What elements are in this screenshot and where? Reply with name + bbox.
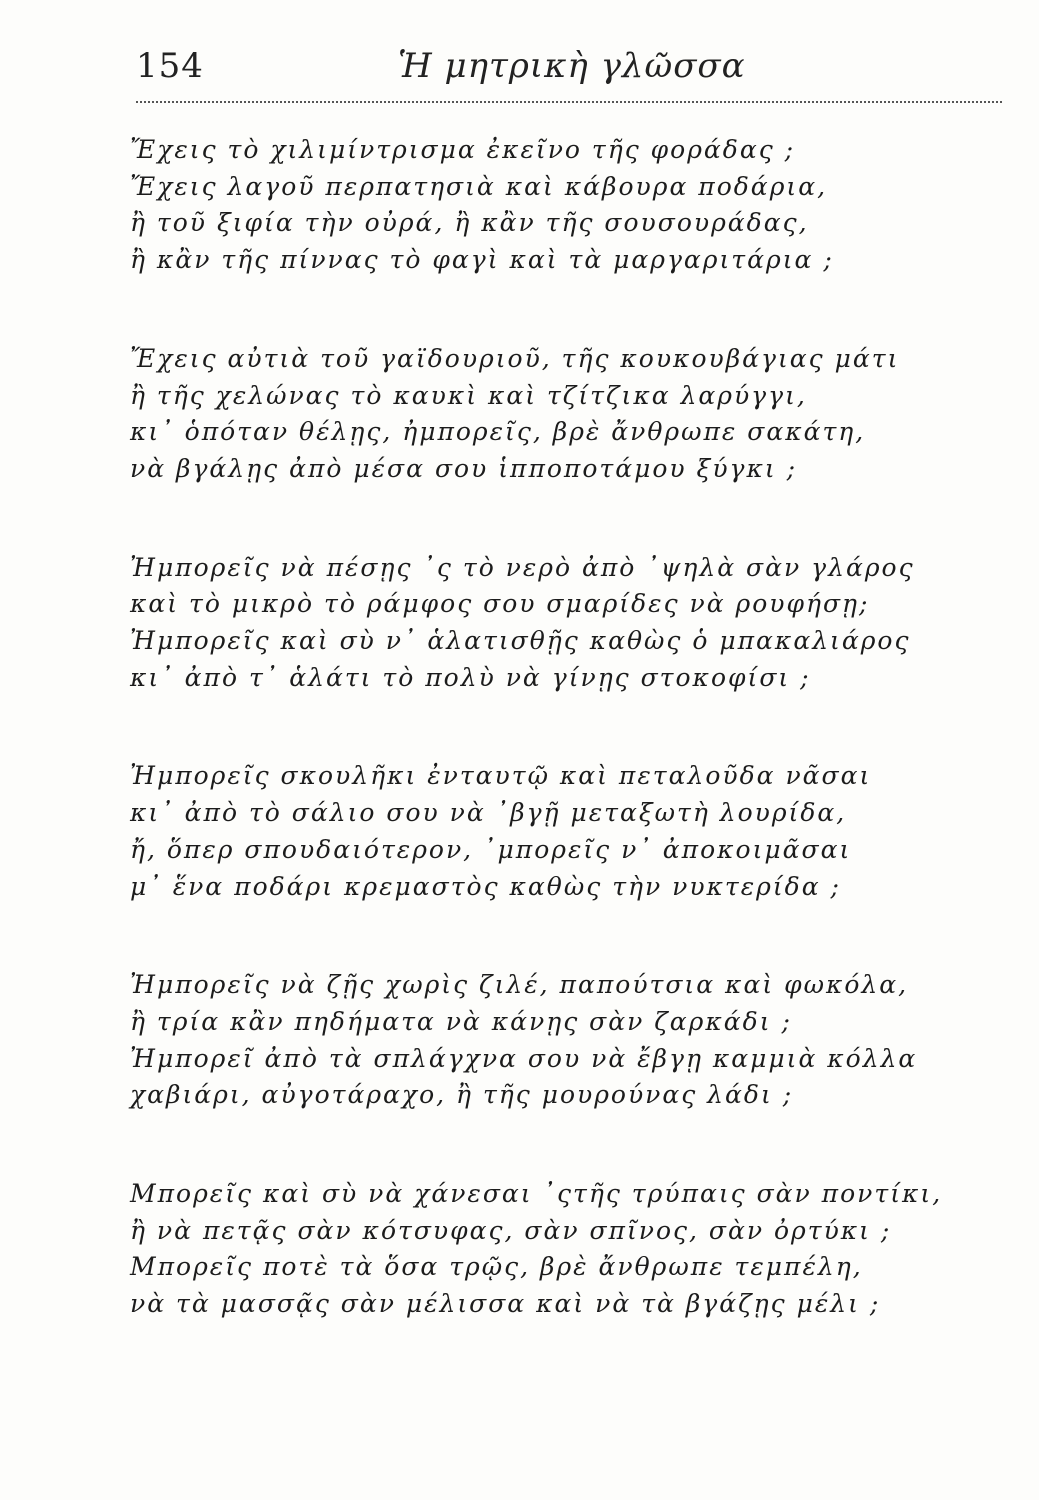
- verse-line: κι᾽ ὁπόταν θέλῃς, ἠμπορεῖς, βρὲ ἄνθρωπε σακάτη,: [130, 417, 866, 447]
- stanza: [130, 1176, 1000, 1323]
- verse-line: νὰ βγάλῃς ἀπὸ μέσα σου ἱπποποτάμου ξύγκι ;: [130, 453, 798, 483]
- verse-line: Μπορεῖς ποτὲ τὰ ὅσα τρῷς, βρὲ ἄνθρωπε τεμπέλη,: [130, 1252, 863, 1282]
- page-number: 154: [136, 46, 204, 86]
- page-header: [136, 40, 996, 100]
- verse-line: Ἠμπορεῖς νὰ πέσῃς ᾽ς τὸ νερὸ ἀπὸ ᾽ψηλὰ σὰν γλάρος: [130, 552, 915, 582]
- verse-line: ἢ τοῦ ξιφία τὴν οὐρά, ἢ κἂν τῆς σουσουράδας,: [130, 208, 809, 238]
- stanza: [130, 758, 1000, 905]
- verse-line: Μπορεῖς καὶ σὺ νὰ χάνεσαι ᾽ςτῆς τρύπαις σὰν ποντίκι,: [130, 1179, 943, 1209]
- verse-line: Ἠμπορεῖς καὶ σὺ ν᾽ ἁλατισθῇς καθὼς ὁ μπακαλιάρος: [130, 626, 911, 656]
- stanza: [130, 132, 1000, 279]
- verse-line: Ἠμπορεῖς νὰ ζῇς χωρὶς ζιλέ, παπούτσια καὶ φωκόλα,: [130, 970, 909, 1000]
- verse-line: ἢ κἂν τῆς πίννας τὸ φαγὶ καὶ τὰ μαργαριτάρια ;: [130, 245, 834, 275]
- verse-line: Ἔχεις λαγοῦ περπατησιὰ καὶ κάβουρα ποδάρια,: [130, 171, 828, 201]
- stanza: [130, 341, 1000, 488]
- verse-line: ἢ τῆς χελώνας τὸ καυκὶ καὶ τζίτζικα λαρύγγι,: [130, 380, 807, 410]
- stanza: [130, 550, 1000, 697]
- verse-line: κι᾽ ἀπὸ τ᾽ ἁλάτι τὸ πολὺ νὰ γίνῃς στοκοφίσι ;: [130, 662, 811, 692]
- verse-line: ἤ, ὅπερ σπουδαιότερον, ᾽μπορεῖς ν᾽ ἀποκοιμᾶσαι: [130, 834, 852, 864]
- verse-line: Ἔχεις τὸ χιλιμίντρισμα ἐκεῖνο τῆς φοράδας ;: [130, 135, 796, 164]
- poem-body: [130, 132, 1000, 1323]
- verse-line: κι᾽ ἀπὸ τὸ σάλιο σου νὰ ᾽βγῇ μεταξωτὴ λουρίδα,: [130, 798, 847, 828]
- verse-line: μ᾽ ἕνα ποδάρι κρεμαστὸς καθὼς τὴν νυκτερίδα ;: [130, 871, 841, 901]
- verse-line: ἢ τρία κἂν πηδήματα νὰ κάνῃς σὰν ζαρκάδι ;: [130, 1006, 792, 1036]
- verse-line: Ἔχεις αὐτιὰ τοῦ γαϊδουριοῦ, τῆς κουκουβάγιας μάτι: [130, 343, 900, 373]
- stanza: [130, 967, 1000, 1114]
- header-divider: [136, 101, 1002, 103]
- running-title: Ἡ μητρικὴ γλῶσσα: [398, 46, 746, 86]
- verse-line: χαβιάρι, αὐγοτάραχο, ἢ τῆς μουρούνας λάδι ;: [130, 1080, 794, 1110]
- verse-line: Ἠμπορεῖς σκουλῆκι ἐνταυτῷ καὶ πεταλοῦδα νᾶσαι: [130, 761, 872, 791]
- verse-line: Ἠμπορεῖ ἀπὸ τὰ σπλάγχνα σου νὰ ἔβγῃ καμμιὰ κόλλα: [130, 1043, 918, 1073]
- verse-line: καὶ τὸ μικρὸ τὸ ράμφος σου σμαρίδες νὰ ρουφήσῃ;: [130, 589, 870, 619]
- verse-line: νὰ τὰ μασσᾷς σὰν μέλισσα καὶ νὰ τὰ βγάζῃς μέλι ;: [130, 1289, 881, 1319]
- verse-line: ἢ νὰ πετᾷς σὰν κότσυφας, σὰν σπῖνος, σὰν ὀρτύκι ;: [130, 1215, 892, 1245]
